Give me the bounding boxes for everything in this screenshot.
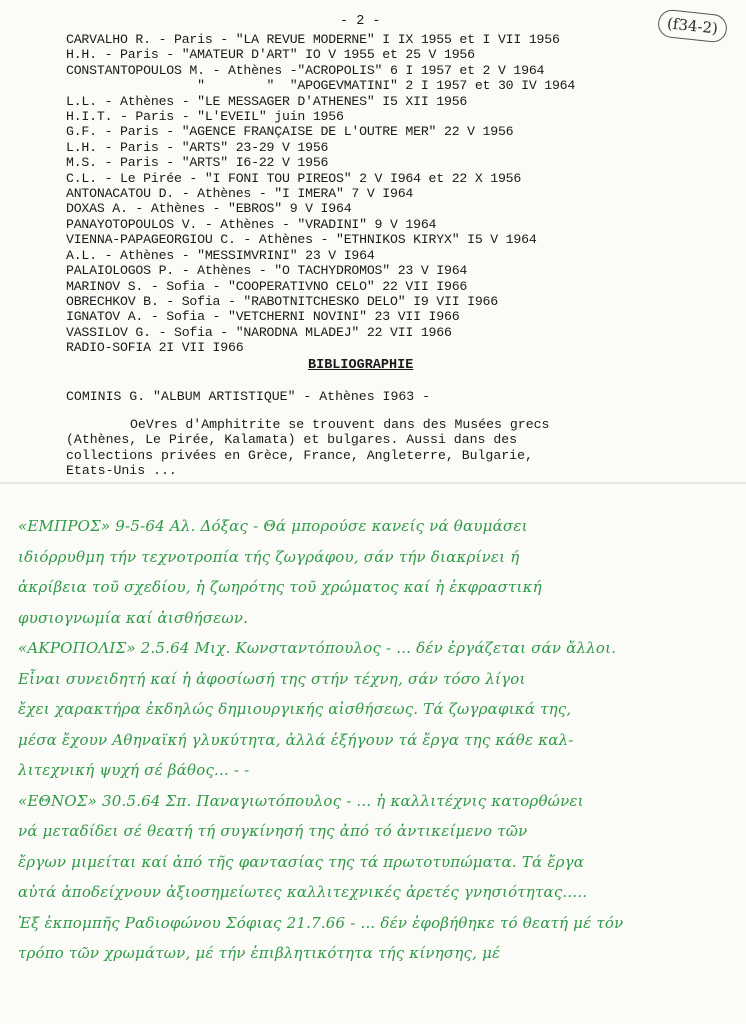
press-line: M.S. - Paris - "ARTS" I6-22 V 1956 bbox=[66, 155, 329, 171]
press-line: " " "APOGEVMATINI" 2 I 1957 et 30 IV 1964 bbox=[66, 78, 576, 94]
handwritten-line: ἔχει χαρακτήρα ἐκδηλώς δημιουργικής αἰσθήσεως. Τά ζωγραφικά της, bbox=[18, 700, 572, 718]
collections-paragraph bbox=[66, 417, 606, 479]
press-line: H.I.T. - Paris - "L'EVEIL" juin 1956 bbox=[66, 109, 344, 125]
press-line: MARINOV S. - Sofia - "COOPERATIVNO CELO" 22 VII I966 bbox=[66, 278, 468, 294]
press-line: A.L. - Athènes - "MESSIMVRINI" 23 V I964 bbox=[66, 247, 375, 263]
paragraph-line: Etats-Unis ... bbox=[66, 463, 177, 479]
handwritten-line: «ΑΚΡΟΠΟΛΙΣ» 2.5.64 Μιχ. Κωνσταντόπουλος - ... δέν ἐργάζεται σάν ἄλλοι. bbox=[18, 639, 617, 657]
press-list bbox=[66, 32, 726, 356]
handwritten-notes bbox=[18, 511, 738, 969]
press-line: OBRECHKOV B. - Sofia - "RABOTNITCHESKO DELO" I9 VII I966 bbox=[66, 293, 498, 309]
handwritten-line: ιδιόρρυθμη τήν τεχνοτροπία τής ζωγράφου, σάν τήν διακρίνει ή bbox=[18, 547, 520, 566]
press-line: PALAIOLOGOS P. - Athènes - "O TACHYDROMOS" 23 V I964 bbox=[66, 263, 468, 279]
press-line: VASSILOV G. - Sofia - "NARODNA MLADEJ" 22 VII 1966 bbox=[66, 324, 452, 340]
handwritten-line: φυσιογνωμία καί ἀισθήσεων. bbox=[18, 608, 249, 627]
press-line: G.F. - Paris - "AGENCE FRANÇAISE DE L'OUTRE MER" 22 V 1956 bbox=[66, 124, 514, 140]
archive-reference-mark: (f34-2) bbox=[657, 8, 729, 43]
bibliography-heading: BIBLIOGRAPHIE bbox=[308, 358, 414, 373]
press-line: H.H. - Paris - "AMATEUR D'ART" IO V 1955 et 25 V 1956 bbox=[66, 47, 475, 63]
press-line: CARVALHO R. - Paris - "LA REVUE MODERNE" I IX 1955 et I VII 1956 bbox=[66, 32, 560, 47]
handwritten-line: «ΕΜΠΡΟΣ» 9-5-64 Αλ. Δόξας - Θά μπορούσε κανείς νά θαυμάσει bbox=[18, 517, 528, 535]
press-line: VIENNA-PAPAGEORGIOU C. - Athènes - "ETHNIKOS KIRYX" I5 V 1964 bbox=[66, 232, 537, 248]
handwritten-line: «ΕΘΝΟΣ» 30.5.64 Σπ. Παναγιωτόπουλος - ... ἡ καλλιτέχνις κατορθώνει bbox=[18, 791, 584, 810]
handwritten-line: αὐτά ἀποδείχνουν ἀξιοσημείωτες καλλιτεχνικές ἀρετές γνησιότητας..... bbox=[18, 883, 588, 901]
press-line: IGNATOV A. - Sofia - "VETCHERNI NOVINI" 23 VII I966 bbox=[66, 309, 460, 325]
press-line: C.L. - Le Pirée - "I FONI TOU PIREOS" 2 V I964 et 22 X 1956 bbox=[66, 170, 522, 186]
handwritten-line: Ἐξ ἐκπομπῆς Ραδιοφώνου Σόφιας 21.7.66 - ... δέν ἐφοβήθηκε τό θεατή μέ τόν bbox=[18, 913, 624, 932]
bibliography-entry: COMINIS G. "ALBUM ARTISTIQUE" - Athènes I963 - bbox=[66, 389, 431, 404]
paragraph-line: (Athènes, Le Pirée, Kalamata) et bulgares. Aussi dans des bbox=[66, 432, 518, 448]
press-line: L.L. - Athènes - "LE MESSAGER D'ATHENES" I5 XII 1956 bbox=[66, 93, 468, 109]
paragraph-line: collections privées en Grèce, France, Angleterre, Bulgarie, bbox=[66, 447, 533, 463]
page-number: - 2 - bbox=[340, 14, 381, 29]
press-line: RADIO-SOFIA 2I VII I966 bbox=[66, 340, 244, 356]
handwritten-line: νά μεταδίδει σέ θεατή τή συγκίνησή της ἀπό τό ἀντικείμενο τῶν bbox=[18, 822, 528, 840]
handwritten-line: ἔργων μιμείται καί ἀπό τῆς φαντασίας της τά πρωτοτυπώματα. Τά ἔργα bbox=[18, 852, 585, 871]
press-line: L.H. - Paris - "ARTS" 23-29 V 1956 bbox=[66, 139, 329, 155]
press-line: DOXAS A. - Athènes - "EBROS" 9 V I964 bbox=[66, 201, 352, 217]
press-line: ANTONACATOU D. - Athènes - "I IMERA" 7 V I964 bbox=[66, 186, 414, 202]
paragraph-line: OeVres d'Amphitrite se trouvent dans des Musées grecs bbox=[130, 417, 550, 432]
handwritten-line: ἀκρίβεια τοῦ σχεδίου, ἡ ζωηρότης τοῦ χρώματος καί ἡ ἐκφραστική bbox=[18, 578, 542, 596]
handwritten-line: Εἶναι συνειδητή καί ἡ ἀφοσίωσή της στήν τέχνη, σάν τόσο λίγοι bbox=[18, 669, 526, 688]
handwritten-line: τρόπο τῶν χρωμάτων, μέ τήν ἐπιβλητικότητα τής κίνησης, μέ bbox=[18, 944, 501, 962]
paper-fold bbox=[0, 482, 746, 484]
handwritten-line: μέσα ἔχουν Αθηναϊκή γλυκύτητα, ἀλλά ἐξήγουν τά ἔργα της κάθε καλ- bbox=[18, 730, 574, 749]
press-line: CONSTANTOPOULOS M. - Athènes -"ACROPOLIS" 6 I 1957 et 2 V 1964 bbox=[66, 62, 545, 78]
press-line: PANAYOTOPOULOS V. - Athènes - "VRADINI" 9 V 1964 bbox=[66, 216, 437, 232]
handwritten-line: λιτεχνική ψυχή σέ βάθος... - - bbox=[18, 761, 250, 779]
